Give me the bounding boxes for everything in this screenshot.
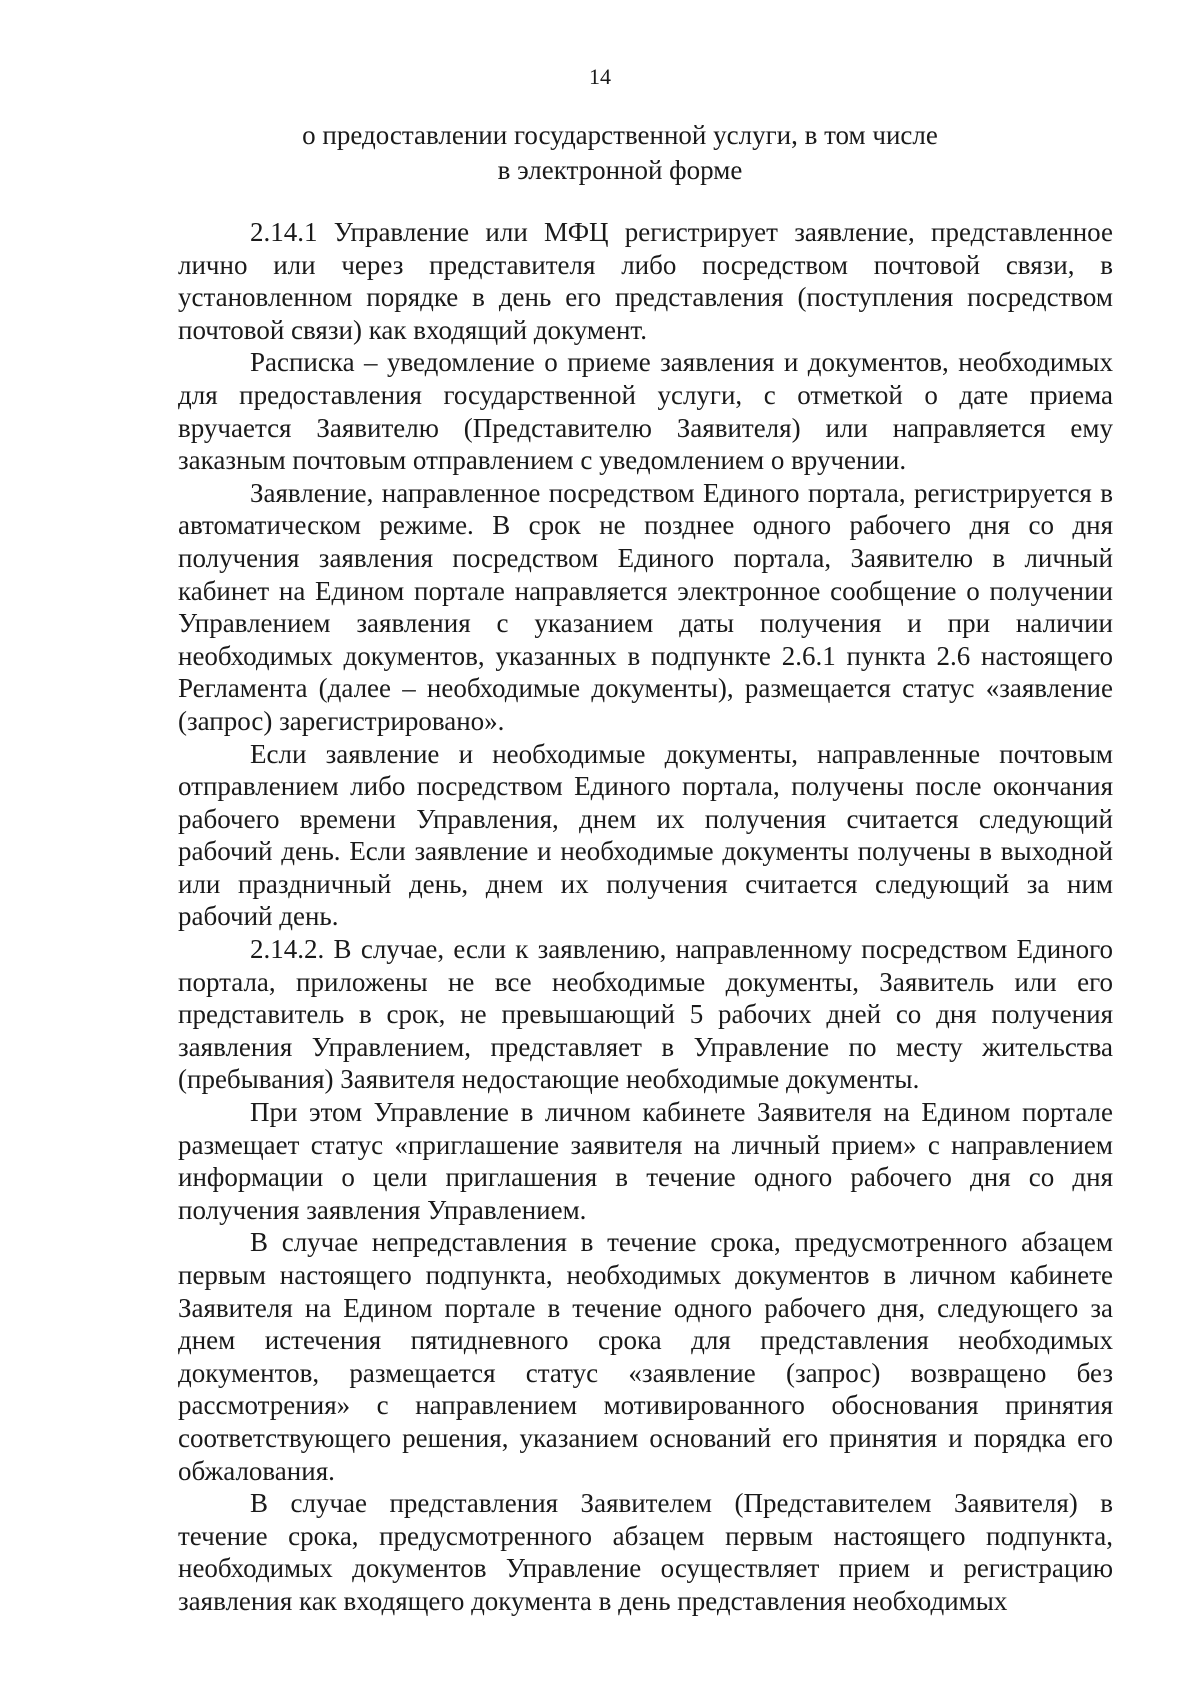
heading-line-2: в электронной форме [497, 155, 743, 185]
heading-line-1: о предоставлении государственной услуги, в том числе [302, 120, 938, 150]
section-heading [230, 118, 1010, 188]
paragraph-non-submission: В случае непредставления в течение срока, предусмотренного абзацем первым настоящего подпункта, необходимых документов в личном кабинете Заявителя на Едином портале в течение одного рабочего дня, следующего за днем истечения пятидневного срока для представления необходимых документов, размещается статус «заявление (запрос) возвращено без рассмотрения» с направлением мотивированного обоснования принятия соответствующего решения, указанием оснований его принятия и порядка его обжалования. [178, 1227, 1113, 1486]
paragraph-after-hours: Если заявление и необходимые документы, направленные почтовым отправлением либо посредством Единого портала, получены после окончания рабочего времени Управления, днем их получения считается следующий рабочий день. Если заявление и необходимые документы получены в выходной или праздничный день, днем их получения считается следующий за ним рабочий день. [178, 738, 1113, 932]
paragraph-submission: В случае представления Заявителем (Представителем Заявителя) в течение срока, предусмотренного абзацем первым настоящего подпункта, необходимых документов Управление осуществляет прием и регистрацию заявления как входящего документа в день представления необходимых [178, 1488, 1113, 1616]
paragraph-portal-registration: Заявление, направленное посредством Единого портала, регистрируется в автоматическом режиме. В срок не позднее одного рабочего дня со дня получения заявления посредством Единого портала, Заявителю в личный кабинет на Едином портале направляется электронное сообщение о получении Управлением заявления с указанием даты получения и при наличии необходимых документов, указанных в подпункте 2.6.1 пункта 2.6 настоящего Регламента (далее – необходимые документы), размещается статус «заявление (запрос) зарегистрировано». [178, 477, 1113, 736]
paragraph-receipt: Расписка – уведомление о приеме заявления и документов, необходимых для предоставления государственной услуги, с отметкой о дате приема вручается Заявителю (Представителю Заявителя) или направляется ему заказным почтовым отправлением с уведомлением о вручении. [178, 347, 1113, 476]
page-number: 14 [589, 64, 611, 89]
paragraph-invitation: При этом Управление в личном кабинете Заявителя на Едином портале размещает статус «приглашение заявителя на личный прием» с направлением информации о цели приглашения в течение одного рабочего дня со дня получения заявления Управлением. [178, 1097, 1113, 1225]
paragraph-2-14-2: 2.14.2. В случае, если к заявлению, направленному посредством Единого портала, приложены не все необходимые документы, Заявитель или его представитель в срок, не превышающий 5 рабочих дней со дня получения заявления Управлением, представляет в Управление по месту жительства (пребывания) Заявителя недостающие необходимые документы. [178, 934, 1113, 1095]
document-body [178, 216, 1113, 1618]
paragraph-2-14-1: 2.14.1 Управление или МФЦ регистрирует заявление, представленное лично или через представителя либо посредством почтовой связи, в установленном порядке в день его представления (поступления посредством почтовой связи) как входящий документ. [178, 217, 1113, 345]
